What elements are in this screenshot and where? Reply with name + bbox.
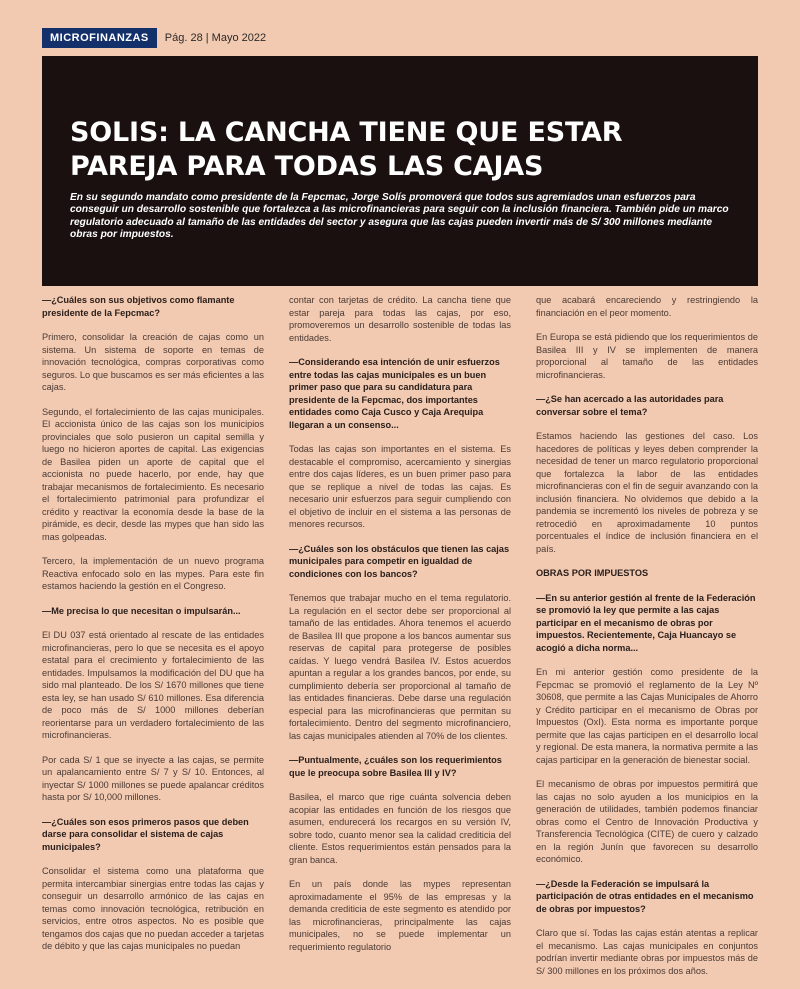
body-paragraph: Basilea, el marco que rige cuánta solvencia deben acopiar las entidades en función de los riesgos que asumen, endurecerá los recargos en su versión IV, sobre todo, cuanto menor sea la calidad crediticia del cliente. Estos requerimientos están pensados para la gran banca. xyxy=(289,792,511,865)
article-title xyxy=(70,116,730,184)
body-paragraph: Primero, consolidar la creación de cajas como un sistema. Un sistema de soporte en temas de innovación tecnológica, compras corporativas como seguros. Lo que buscamos es ser más eficientes a las cajas. xyxy=(42,332,264,392)
body-paragraph: Claro que sí. Todas las cajas están atentas a replicar el mecanismo. Las cajas municipales en conjuntos podrían invertir mediante obras por impuestos más de S/ 300 millones en los próximos dos años. xyxy=(536,928,758,976)
body-paragraph: Todas las cajas son importantes en el sistema. Es destacable el compromiso, acercamiento y sinergias entre dos cajas líderes, es un buen primer paso para que se replique a nivel de todas las cajas. Es necesario unir esfuerzos para seguir cumpliendo con el objetivo de incluir en el sistema a las personas de menores recursos. xyxy=(289,444,511,529)
body-paragraph: Estamos haciendo las gestiones del caso. Los hacedores de políticas y leyes deben comprender la necesidad de tener un marco regulatorio proporcional que fortalezca la labor de las entidades microfinancieras con el fin de seguir avanzando con la inclusión financiera. No olvidemos que debido a la pandemia se incrementó los niveles de pobreza y se retrocedió en aproximadamente 10 puntos porcentuales el índice de inclusión financiera en el país. xyxy=(536,431,758,554)
body-paragraph: que acabará encareciendo y restringiendo la financiación en el peor momento. xyxy=(536,295,758,318)
body-paragraph: contar con tarjetas de crédito. La cancha tiene que estar pareja para todas las cajas, por eso, promoveremos un desarrollo sostenible de todas las entidades. xyxy=(289,295,511,343)
body-paragraph: Tenemos que trabajar mucho en el tema regulatorio. La regulación en el sector debe ser proporcional al tamaño de las entidades. Ahora tenemos el acuerdo de Basilea III que propone a los bancos aumentar sus reservas de capital para protegerse de posibles caídas. Y luego vendrá Basilea IV. Estos acuerdos apuntan a regular a los grandes bancos, por ende, su cumplimiento debería ser proporcional al tamaño de las entidades financieras. Debe darse una regulación especial para las microfinancieras que permitan su fortalecimiento. Dentro del segmento microfinanciero, las cajas municipales atienden al 70% de los clientes. xyxy=(289,593,511,741)
body-paragraph: El DU 037 está orientado al rescate de las entidades microfinancieras, pero lo que se necesita es el apoyo estatal para el crecimiento y fortalecimiento de las entidades. Impulsamos la modificación del DU que ha sido mal planteado. De los S/ 1670 millones que tiene esta ley, se han usado S/ 610 millones. Esa diferencia de poco más de S/ 1000 millones deberían reorientarse para un verdadero fortalecimiento de las microfinancieras. xyxy=(42,630,264,740)
section-heading: OBRAS POR IMPUESTOS xyxy=(536,568,649,578)
interview-question: —Me precisa lo que necesitan o impulsarán... xyxy=(42,605,241,616)
title-line-1: SOLIS: LA CANCHA TIENE QUE ESTAR xyxy=(70,117,623,148)
page-info: Pág. 28 | Mayo 2022 xyxy=(164,32,267,44)
article-lead: En su segundo mandato como presidente de la Fepcmac, Jorge Solís promoverá que todos sus agremiados unan esfuerzos para conseguir un desarrollo sostenible que fortalezca a las microfinancieras para seguir con la inclusión financiera. También pide un marco regulatorio adecuado al tamaño de las entidades del sector y asegura que las cajas pueden invertir más de S/ 300 millones mediante obras por impuestos. xyxy=(70,192,729,241)
body-paragraph: En Europa se está pidiendo que los requerimientos de Basilea III y IV se implementen de manera proporcional al tamaño de las entidades microfinancieras. xyxy=(536,332,758,380)
text-column-2 xyxy=(289,294,511,965)
hero-banner xyxy=(42,56,758,286)
text-column-1 xyxy=(42,294,264,965)
page-header xyxy=(42,28,266,48)
body-paragraph: Tercero, la implementación de un nuevo programa Reactiva enfocado solo en las mypes. Para este fin estamos haciendo la gestión en el Congreso. xyxy=(42,556,264,591)
interview-question: —En su anterior gestión al frente de la Federación se promovió la ley que permite a las cajas participar en el mecanismo de obras por impuestos. Recientemente, Caja Huancayo se acogió a dicha norma... xyxy=(536,592,756,653)
body-paragraph: El mecanismo de obras por impuestos permitirá que las cajas no solo ayuden a los municipios en la generación de utilidades, también podemos financiar obras como el Centro de Innovación Productiva y Transferencia Tecnológica (CITE) de cuero y calzado en la región Junín que favorecen su desarrollo económico. xyxy=(536,779,758,864)
body-paragraph: Consolidar el sistema como una plataforma que permita intercambiar sinergias entre todas las cajas y conseguir un desarrollo armónico de las cajas en temas como innovación tecnológica, retribución en servicios, entre otros aspectos. No es posible que tengamos dos cajas que no puedan acceder a tarjetas de débito y que las cajas municipales no puedan xyxy=(42,866,264,951)
interview-question: —¿Cuáles son sus objetivos como flamante presidente de la Fepcmac? xyxy=(42,295,235,318)
title-line-2: PAREJA PARA TODAS LAS CAJAS xyxy=(70,151,544,182)
interview-question: —¿Se han acercado a las autoridades para conversar sobre el tema? xyxy=(536,394,724,417)
interview-question: —Puntualmente, ¿cuáles son los requerimientos que le preocupa sobre Basilea III y IV? xyxy=(289,755,502,778)
body-paragraph: En un país donde las mypes representan aproximadamente el 95% de las empresas y la demanda crediticia de este segmento es atendido por las microfinancieras, principalmente las cajas municipales, no se puede implementar un requerimiento regulatorio xyxy=(289,879,511,952)
interview-question: —Considerando esa intención de unir esfuerzos entre todas las cajas municipales es un buen primer paso que para su candidatura para presidente de la Fepcmac, dos importantes entidades como Caja Cusco y Caja Arequipa llegaran a un consenso... xyxy=(289,357,500,430)
interview-question: —¿Cuáles son los obstáculos que tienen las cajas municipales para competir en igualdad de condiciones con los bancos? xyxy=(289,543,510,579)
section-brand-label: MICROFINANZAS xyxy=(42,28,157,48)
body-paragraph: Segundo, el fortalecimiento de las cajas municipales. El accionista único de las cajas son los municipios provinciales que solo pusieron un capital semilla y luego no hicieron aportes de capital. Las exigencias de Basilea piden un aporte de capital que el accionista no puede hacerlo, por ende, hay que trabajar mecanismos de fortalecimiento. Es necesario el fortalecimiento patrimonial para profundizar el crédito y reactivar la economía desde la base de la pirámide, es decir, desde las mypes que han sido las mas golpeadas. xyxy=(42,406,264,542)
body-paragraph: Por cada S/ 1 que se inyecte a las cajas, se permite un apalancamiento entre S/ 7 y S/ 10. Entonces, al inyectar S/ 1000 millones se puede apalancar créditos hasta por S/ 10,000 millones. xyxy=(42,754,264,802)
text-column-3 xyxy=(536,294,758,989)
interview-question: —¿Desde la Federación se impulsará la participación de otras entidades en el mecanismo de obras por impuestos? xyxy=(536,878,754,914)
interview-question: —¿Cuáles son esos primeros pasos que deben darse para consolidar el sistema de cajas municipales? xyxy=(42,816,249,852)
body-paragraph: En mi anterior gestión como presidente de la Fepcmac se promovió el reglamento de la Ley Nº 30608, que permite a las Cajas Municipales de Ahorro y Crédito participar en el mecanismo de Obras por Impuestos (OxI). Esta norma es importante porque permite que las cajas participen en el desarrollo local y regional. De esta manera, la normativa permite a las cajas participar en la generación de bienestar social. xyxy=(536,667,758,765)
